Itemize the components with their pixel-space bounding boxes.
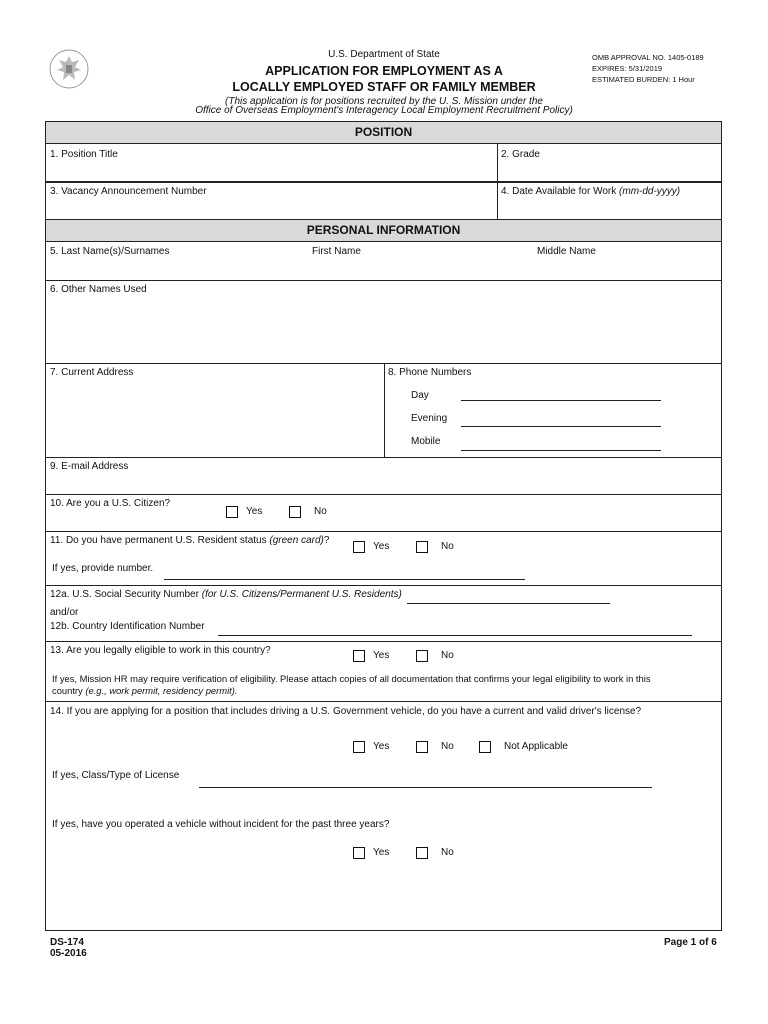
permanent-resident-yes-label: Yes [373,541,390,552]
permanent-resident-yes-checkbox[interactable] [353,541,365,553]
form-subtitle-line-1: (This application is for positions recruited by the U. S. Mission under the [225,96,543,107]
last-name-label: 5. Last Name(s)/Surnames [50,246,170,257]
divider [46,280,721,281]
us-citizen-yes-checkbox[interactable] [226,506,238,518]
us-citizen-no-checkbox[interactable] [289,506,301,518]
eligibility-note-line-2 [52,685,237,696]
eligible-no-checkbox[interactable] [416,650,428,662]
country-id-label: 12b. Country Identification Number [50,621,205,632]
ssn-hint: (for U.S. Citizens/Permanent U.S. Residents) [201,589,402,600]
position-title-label: 1. Position Title [50,149,118,160]
eligibility-note-line-1: If yes, Mission HR may require verification of eligibility. Please attach copies of all documentation that confirms your legal eligibility to work in this [52,673,651,684]
form-title-line-1: APPLICATION FOR EMPLOYMENT AS A [265,64,503,78]
eligible-no-label: No [441,650,454,661]
phone-mobile-field[interactable] [461,450,661,451]
permanent-resident-question [50,535,329,546]
eligibility-note-example: (e.g., work permit, residency permit). [85,685,238,696]
ssn-field[interactable] [407,603,610,604]
eligible-yes-label: Yes [373,650,390,661]
country-id-field[interactable] [218,635,692,636]
form-number: DS-174 [50,937,84,948]
green-card-number-label: If yes, provide number. [52,563,154,574]
omb-expires: EXPIRES: 5/31/2019 [592,64,663,73]
form-revision-date: 05-2016 [50,948,87,959]
license-yes-label: Yes [373,741,390,752]
and-or-label: and/or [50,607,79,618]
form-title-line-2: LOCALLY EMPLOYED STAFF OR FAMILY MEMBER [232,80,536,94]
divider [46,457,721,458]
no-incident-no-checkbox[interactable] [416,847,428,859]
divider [384,363,385,457]
date-available-text: 4. Date Available for Work [501,186,620,197]
section-personal-information: PERSONAL INFORMATION [46,220,721,242]
license-no-checkbox[interactable] [416,741,428,753]
eligibility-note-text: country [52,685,86,696]
question-mark: ? [323,535,330,546]
omb-approval: OMB APPROVAL NO. 1405-0189 [592,53,704,62]
license-not-applicable-label: Not Applicable [504,741,568,752]
phone-mobile-label: Mobile [411,436,441,447]
other-names-label: 6. Other Names Used [50,284,147,295]
no-incident-yes-label: Yes [373,847,390,858]
eligible-yes-checkbox[interactable] [353,650,365,662]
permanent-resident-text: 11. Do you have permanent U.S. Resident status [50,535,270,546]
permanent-resident-no-label: No [441,541,454,552]
license-not-applicable-checkbox[interactable] [479,741,491,753]
us-citizen-yes-label: Yes [246,506,263,517]
form-subtitle-line-2: Office of Overseas Employment's Interagency Local Employment Recruitment Policy) [195,105,573,116]
date-format-hint: (mm-dd-yyyy) [619,186,681,197]
omb-burden: ESTIMATED BURDEN: 1 Hour [592,75,695,84]
phone-day-label: Day [411,390,429,401]
divider [46,494,721,495]
phone-evening-label: Evening [411,413,448,424]
department-name: U.S. Department of State [328,49,440,60]
no-incident-yes-checkbox[interactable] [353,847,365,859]
divider [46,531,721,532]
section-position: POSITION [46,122,721,144]
no-incident-no-label: No [441,847,454,858]
email-label: 9. E-mail Address [50,461,129,472]
first-name-label: First Name [312,246,361,257]
application-form [45,121,722,931]
license-class-label: If yes, Class/Type of License [52,770,180,781]
license-no-label: No [441,741,454,752]
grade-label: 2. Grade [501,149,540,160]
license-class-field[interactable] [199,787,652,788]
omb-info [592,52,762,85]
drivers-license-question: 14. If you are applying for a position that includes driving a U.S. Government vehicle, do you have a current and valid driver's license? [50,706,642,717]
vacancy-number-label: 3. Vacancy Announcement Number [50,186,207,197]
green-card-number-field[interactable] [164,579,525,580]
divider [46,641,721,642]
state-department-seal-icon [48,48,90,90]
ssn-text: 12a. U.S. Social Security Number [50,589,202,600]
us-citizen-no-label: No [314,506,327,517]
divider [46,181,721,183]
permanent-resident-no-checkbox[interactable] [416,541,428,553]
ssn-label [50,589,402,600]
phone-day-field[interactable] [461,400,661,401]
us-citizen-question: 10. Are you a U.S. Citizen? [50,498,171,509]
divider [46,701,721,702]
phone-numbers-label: 8. Phone Numbers [388,367,472,378]
phone-evening-field[interactable] [461,426,661,427]
page-number: Page 1 of 6 [664,937,717,948]
no-incident-question: If yes, have you operated a vehicle without incident for the past three years? [52,819,390,830]
divider [46,585,721,586]
date-available-label [501,186,680,197]
middle-name-label: Middle Name [537,246,596,257]
eligible-question: 13. Are you legally eligible to work in this country? [50,645,271,656]
green-card-hint: (green card) [269,535,324,546]
current-address-label: 7. Current Address [50,367,134,378]
license-yes-checkbox[interactable] [353,741,365,753]
